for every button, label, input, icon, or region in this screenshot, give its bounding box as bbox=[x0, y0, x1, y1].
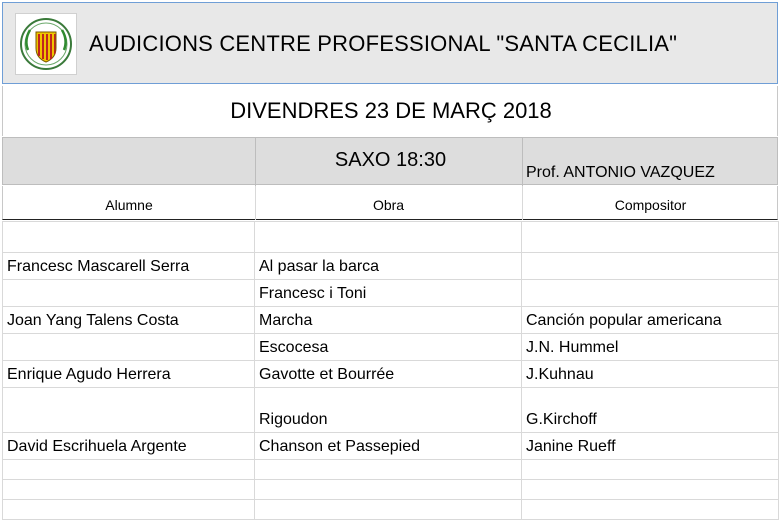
cell-piece[interactable]: Marcha bbox=[255, 307, 522, 334]
column-header-compositor: Compositor bbox=[614, 197, 687, 213]
table-row bbox=[3, 280, 779, 307]
cell-piece[interactable] bbox=[255, 222, 522, 253]
group-header-row[interactable] bbox=[2, 137, 778, 185]
cell-student[interactable] bbox=[3, 480, 255, 500]
table-row bbox=[3, 253, 779, 280]
cell-student[interactable] bbox=[3, 500, 255, 520]
column-header-alumne: Alumne bbox=[105, 197, 153, 213]
cell-student[interactable]: David Escrihuela Argente bbox=[3, 433, 255, 460]
cell-composer[interactable] bbox=[522, 280, 779, 307]
header-band[interactable] bbox=[2, 2, 778, 84]
event-date: DIVENDRES 23 DE MARÇ 2018 bbox=[230, 98, 552, 123]
table-row bbox=[3, 433, 779, 460]
cell-piece[interactable]: Escocesa bbox=[255, 334, 522, 361]
table-row bbox=[3, 388, 779, 433]
table-row bbox=[3, 480, 779, 500]
cell-piece[interactable]: Chanson et Passepied bbox=[255, 433, 522, 460]
cell-student[interactable] bbox=[3, 222, 255, 253]
cell-student[interactable]: Francesc Mascarell Serra bbox=[3, 253, 255, 280]
cell-composer[interactable] bbox=[522, 222, 779, 253]
program-table bbox=[2, 221, 779, 520]
column-divider bbox=[255, 138, 256, 186]
cell-composer[interactable]: J.N. Hummel bbox=[522, 334, 779, 361]
cell-composer[interactable]: J.Kuhnau bbox=[522, 361, 779, 388]
cell-composer[interactable]: Janine Rueff bbox=[522, 433, 779, 460]
cell-composer[interactable]: Canción popular americana bbox=[522, 307, 779, 334]
cell-piece[interactable]: Al pasar la barca bbox=[255, 253, 522, 280]
cell-piece[interactable] bbox=[255, 480, 522, 500]
cell-composer[interactable]: G.Kirchoff bbox=[522, 388, 779, 433]
cell-student[interactable]: Joan Yang Talens Costa bbox=[3, 307, 255, 334]
group-title: SAXO 18:30 bbox=[334, 149, 447, 171]
table-row bbox=[3, 334, 779, 361]
cell-composer[interactable] bbox=[522, 500, 779, 520]
page-title: AUDICIONS CENTRE PROFESSIONAL "SANTA CECILIA" bbox=[89, 31, 678, 56]
cell-student[interactable] bbox=[3, 280, 255, 307]
cell-piece[interactable] bbox=[255, 500, 522, 520]
cell-student[interactable] bbox=[3, 388, 255, 433]
table-row bbox=[3, 460, 779, 480]
column-header-row[interactable] bbox=[2, 186, 778, 220]
cell-piece[interactable]: Francesc i Toni bbox=[255, 280, 522, 307]
cell-piece[interactable]: Rigoudon bbox=[255, 388, 522, 433]
cell-student[interactable]: Enrique Agudo Herrera bbox=[3, 361, 255, 388]
column-header-obra: Obra bbox=[372, 197, 405, 213]
table-row bbox=[3, 500, 779, 520]
cell-composer[interactable] bbox=[522, 460, 779, 480]
date-row[interactable] bbox=[2, 86, 778, 136]
cell-piece[interactable]: Gavotte et Bourrée bbox=[255, 361, 522, 388]
table-row bbox=[3, 222, 779, 253]
cell-composer[interactable] bbox=[522, 480, 779, 500]
table-row bbox=[3, 361, 779, 388]
cell-student[interactable] bbox=[3, 460, 255, 480]
school-crest-logo bbox=[15, 13, 77, 75]
teacher-name: Prof. ANTONIO VAZQUEZ bbox=[526, 164, 715, 181]
table-row bbox=[3, 307, 779, 334]
cell-composer[interactable] bbox=[522, 253, 779, 280]
cell-piece[interactable] bbox=[255, 460, 522, 480]
cell-student[interactable] bbox=[3, 334, 255, 361]
